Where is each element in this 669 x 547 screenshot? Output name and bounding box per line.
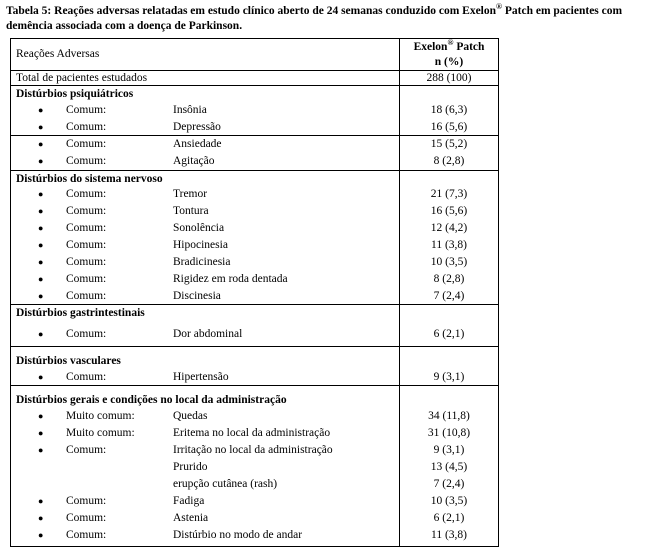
event-name: Sonolência <box>173 222 225 234</box>
frequency-label: Comum: <box>66 328 107 340</box>
event-name: Hipocinesia <box>173 239 228 251</box>
event-count-value: 21 (7,3) <box>430 188 468 200</box>
table-row <box>11 408 498 425</box>
event-count-value: 10 (3,5) <box>430 495 468 507</box>
frequency-label: Comum: <box>66 273 107 285</box>
section-title: Distúrbios psiquiátricos <box>16 88 134 100</box>
frequency-label: Comum: <box>66 205 107 217</box>
event-count-value: 8 (2,8) <box>433 273 465 285</box>
event-count-value: 11 (3,8) <box>431 239 467 251</box>
table-row <box>11 425 498 442</box>
event-name: Astenia <box>173 512 209 524</box>
bullet-icon: ● <box>38 428 44 438</box>
event-count-value: 8 (2,8) <box>433 155 465 167</box>
table-row <box>11 369 498 386</box>
table-row <box>11 321 498 347</box>
event-name: Prurido <box>173 461 208 473</box>
section-header-row <box>11 170 498 186</box>
bullet-icon: ● <box>38 530 44 540</box>
frequency-label: Comum: <box>66 495 107 507</box>
table-row <box>11 442 498 459</box>
section-header-row <box>11 86 498 102</box>
bullet-icon: ● <box>38 274 44 284</box>
frequency-label: Comum: <box>66 121 107 133</box>
total-row <box>11 71 498 86</box>
event-name: Agitação <box>173 155 215 167</box>
event-name: Discinesia <box>173 290 221 302</box>
table-row <box>11 136 498 153</box>
event-count-value: 16 (5,6) <box>430 205 468 217</box>
table-header-row <box>11 39 498 71</box>
table-row <box>11 102 498 119</box>
bullet-icon: ● <box>38 156 44 166</box>
table-row <box>11 476 498 493</box>
bullet-icon: ● <box>38 189 44 199</box>
caption-registered-mark: ® <box>496 2 502 12</box>
event-count-value: 11 (3,8) <box>431 529 467 541</box>
caption-prefix: Tabela 5: Reações adversas relatadas em estudo clínico aberto de 24 semanas conduzido com Exelon <box>6 5 497 17</box>
header-patch: Patch <box>453 41 485 53</box>
frequency-label: Comum: <box>66 444 107 456</box>
table-row <box>11 288 498 305</box>
event-count-value: 15 (5,2) <box>430 138 468 150</box>
event-count-value: 18 (6,3) <box>430 104 468 116</box>
table-row <box>11 186 498 203</box>
bullet-icon: ● <box>38 223 44 233</box>
header-adverse-reactions: Reações Adversas <box>16 48 100 60</box>
bullet-icon: ● <box>38 122 44 132</box>
event-count-value: 12 (4,2) <box>430 222 468 234</box>
frequency-label: Comum: <box>66 138 107 150</box>
event-count-value: 6 (2,1) <box>433 512 465 524</box>
bullet-icon: ● <box>38 372 44 382</box>
section-header-row <box>11 386 498 408</box>
frequency-label: Comum: <box>66 529 107 541</box>
table-body <box>11 86 498 546</box>
table-row <box>11 220 498 237</box>
event-name: Bradicinesia <box>173 256 231 268</box>
event-name: Quedas <box>173 410 208 422</box>
frequency-label: Comum: <box>66 290 107 302</box>
event-count-value: 9 (3,1) <box>433 444 465 456</box>
bullet-icon: ● <box>38 291 44 301</box>
section-header-row <box>11 347 498 369</box>
section-header-row <box>11 305 498 321</box>
header-exelon: Exelon <box>413 41 448 53</box>
bullet-icon: ● <box>38 257 44 267</box>
adverse-reactions-table <box>10 38 499 547</box>
event-name: Ansiedade <box>173 138 222 150</box>
frequency-label: Comum: <box>66 371 107 383</box>
section-title: Distúrbios gerais e condições no local da administração <box>16 394 287 406</box>
event-count-value: 16 (5,6) <box>430 121 468 133</box>
event-name: erupção cutânea (rash) <box>173 478 278 490</box>
table-caption <box>6 4 666 34</box>
frequency-label: Comum: <box>66 222 107 234</box>
event-count-value: 13 (4,5) <box>430 461 468 473</box>
event-count-value: 31 (10,8) <box>427 427 471 439</box>
event-count-value: 10 (3,5) <box>430 256 468 268</box>
bullet-icon: ● <box>38 240 44 250</box>
event-name: Tontura <box>173 205 209 217</box>
event-name: Insônia <box>173 104 207 116</box>
header-n-percent: n (%) <box>434 56 464 68</box>
frequency-label: Muito comum: <box>66 427 135 439</box>
event-name: Tremor <box>173 188 208 200</box>
frequency-label: Muito comum: <box>66 410 135 422</box>
table-row <box>11 527 498 544</box>
event-count-value: 6 (2,1) <box>433 328 465 340</box>
table-row <box>11 203 498 220</box>
event-count-value: 7 (2,4) <box>433 478 465 490</box>
table-row <box>11 237 498 254</box>
table-row <box>11 153 498 170</box>
event-name: Hipertensão <box>173 371 229 383</box>
event-name: Irritação no local da administração <box>173 444 333 456</box>
table-row <box>11 510 498 527</box>
header-exelon-patch <box>399 40 499 70</box>
event-name: Eritema no local da administração <box>173 427 331 439</box>
event-name: Fadiga <box>173 495 205 507</box>
bullet-icon: ● <box>38 411 44 421</box>
frequency-label: Comum: <box>66 256 107 268</box>
event-count-value: 7 (2,4) <box>433 290 465 302</box>
bullet-icon: ● <box>38 139 44 149</box>
frequency-label: Comum: <box>66 188 107 200</box>
frequency-label: Comum: <box>66 512 107 524</box>
event-count-value: 34 (11,8) <box>428 410 470 422</box>
table-row <box>11 459 498 476</box>
bullet-icon: ● <box>38 445 44 455</box>
section-title: Distúrbios vasculares <box>16 355 121 367</box>
table-row <box>11 254 498 271</box>
bullet-icon: ● <box>38 105 44 115</box>
bullet-icon: ● <box>38 206 44 216</box>
table-row <box>11 493 498 510</box>
event-name: Dor abdominal <box>173 328 243 340</box>
table-row <box>11 271 498 288</box>
header-registered-mark: ® <box>447 38 454 48</box>
frequency-label: Comum: <box>66 239 107 251</box>
bullet-icon: ● <box>38 496 44 506</box>
event-name: Depressão <box>173 121 221 133</box>
event-count-value: 9 (3,1) <box>433 371 465 383</box>
total-value: 288 (100) <box>426 72 472 84</box>
bullet-icon: ● <box>38 513 44 523</box>
caption-suffix: Patch em pacientes com demência associada com a doença de Parkinson. <box>6 5 623 32</box>
frequency-label: Comum: <box>66 104 107 116</box>
event-name: Rigidez em roda dentada <box>173 273 288 285</box>
table-row <box>11 119 498 136</box>
frequency-label: Comum: <box>66 155 107 167</box>
bullet-icon: ● <box>38 329 44 339</box>
section-title: Distúrbios gastrintestinais <box>16 307 145 319</box>
event-name: Distúrbio no modo de andar <box>173 529 303 541</box>
total-label: Total de pacientes estudados <box>16 72 148 84</box>
section-title: Distúrbios do sistema nervoso <box>16 173 163 185</box>
